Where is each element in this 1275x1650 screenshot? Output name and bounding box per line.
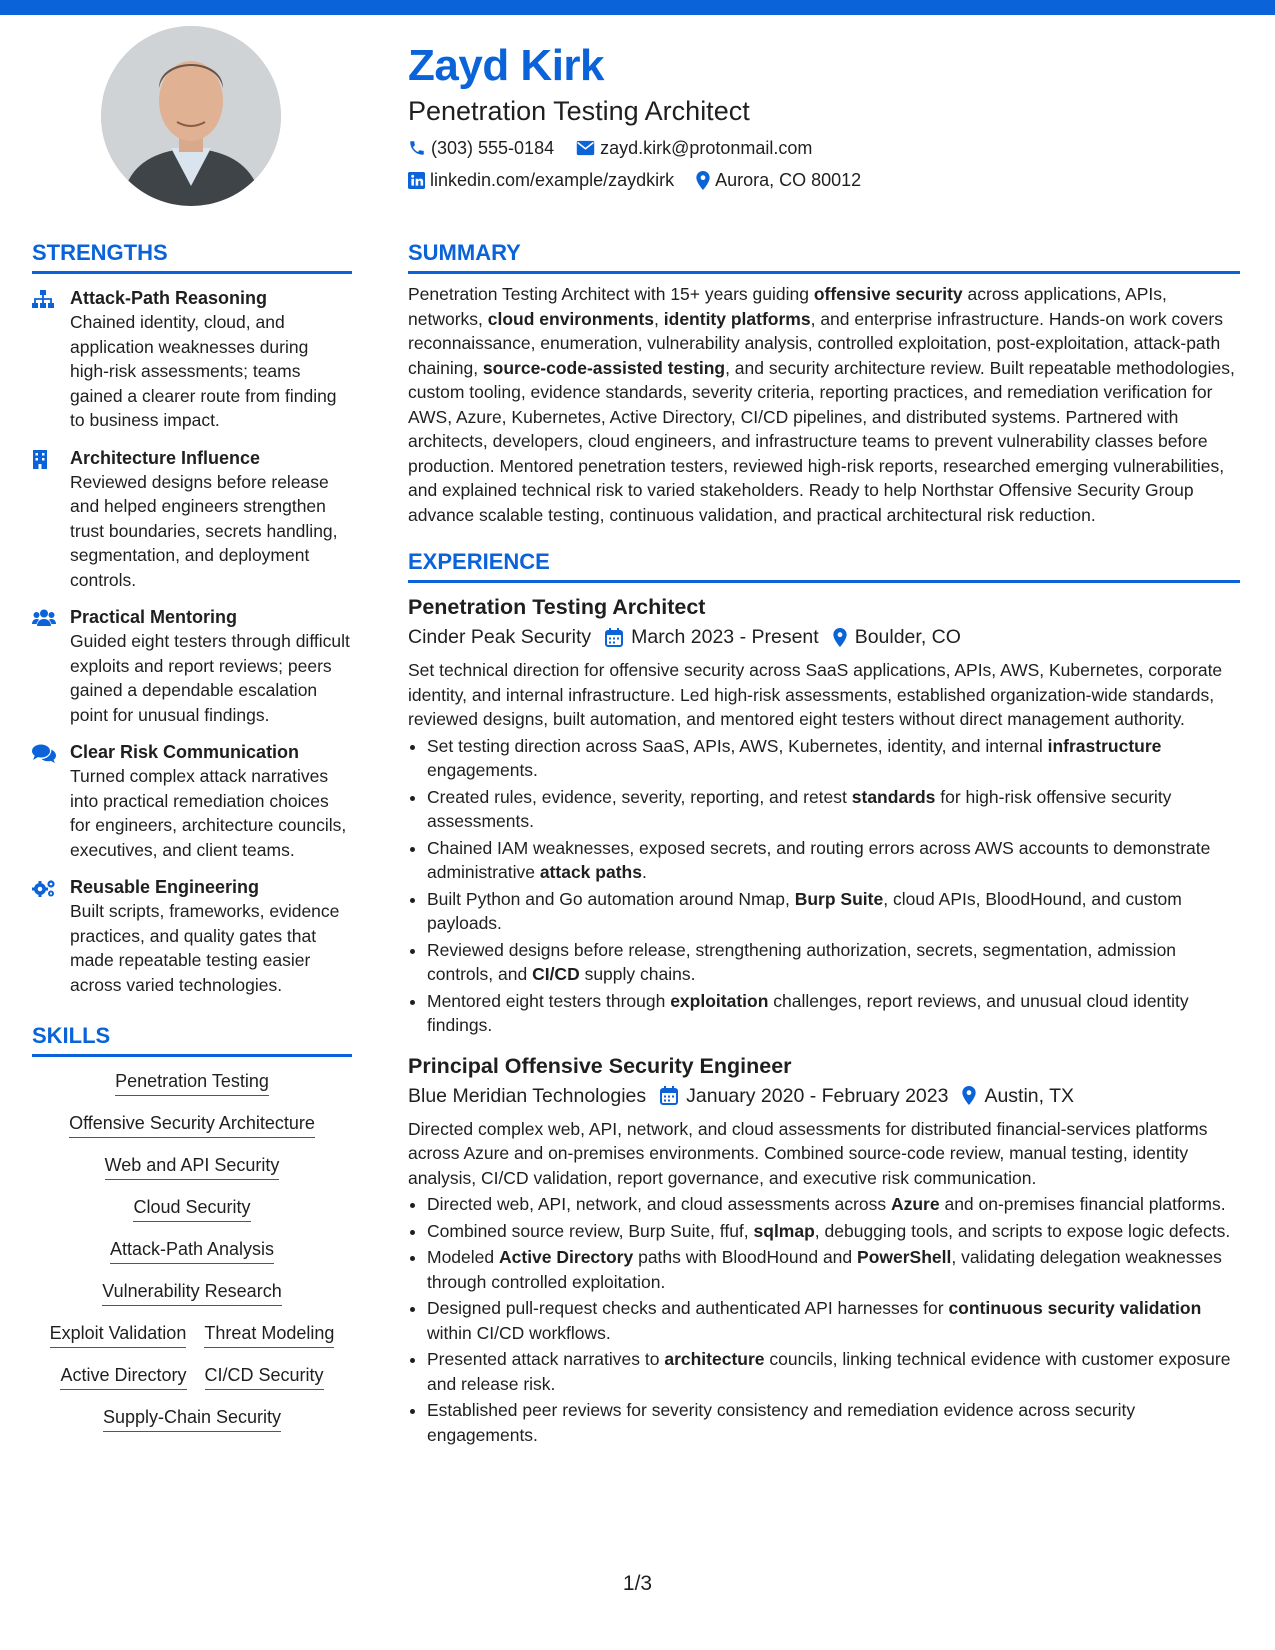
company-name: Cinder Peak Security bbox=[408, 626, 592, 648]
job-entry bbox=[408, 593, 1240, 1038]
section-rule bbox=[32, 1054, 352, 1057]
bold-keyword: standards bbox=[851, 786, 936, 807]
job-description: Directed complex web, API, network, and cloud assessments for distributed financial-services platforms across Azure and on-premises environments. Combined source-code review, manual testing, identity analysis, CI/CD validation, report governance, and executive risk communication. bbox=[408, 1118, 1208, 1188]
strength-title: Clear Risk Communication bbox=[70, 742, 300, 762]
job-location bbox=[833, 624, 961, 650]
strength-description: Reviewed designs before release and helped engineers strengthen trust boundaries, secrets handling, segmentation, and deployment controls. bbox=[70, 471, 338, 590]
candidate-name: Zayd Kirk bbox=[408, 41, 605, 90]
company-name: Blue Meridian Technologies bbox=[408, 1084, 647, 1107]
linkedin-url[interactable]: linkedin.com/example/zaydkirk bbox=[430, 170, 675, 190]
bold-keyword: source-code-assisted testing bbox=[482, 357, 726, 378]
strength-description: Chained identity, cloud, and application weaknesses during high-risk assessments; teams gained a clearer route from finding to business impact. bbox=[70, 312, 337, 430]
job-bullets bbox=[408, 734, 1240, 1038]
envelope-icon bbox=[576, 140, 595, 156]
job-bullet: • Set testing direction across SaaS, APIs, AWS, Kubernetes, identity, and internal infrastructure engagements. bbox=[427, 734, 1240, 783]
section-rule bbox=[408, 580, 1240, 583]
strength-description: Turned complex attack narratives into practical remediation choices for engineers, architecture councils, executives, and client teams. bbox=[70, 766, 347, 860]
experience-heading: EXPERIENCE bbox=[408, 549, 550, 574]
job-bullet: • Combined source review, Burp Suite, ffuf, sqlmap, debugging tools, and scripts to expose logic defects. bbox=[427, 1219, 1240, 1244]
job-entry bbox=[408, 1052, 1240, 1448]
strength-title: Architecture Influence bbox=[70, 447, 261, 468]
linkedin-item bbox=[408, 168, 674, 192]
skill-tag: Penetration Testing bbox=[115, 1069, 269, 1096]
email-item bbox=[576, 136, 812, 160]
linkedin-icon bbox=[408, 172, 425, 189]
job-title: Principal Offensive Security Engineer bbox=[408, 1053, 792, 1078]
strength-item bbox=[32, 605, 352, 727]
job-bullet: • Modeled Active Directory paths with BloodHound and PowerShell, validating delegation weaknesses through controlled exploitation. bbox=[427, 1245, 1240, 1294]
profile-photo bbox=[101, 26, 281, 206]
strength-item bbox=[32, 446, 352, 593]
strength-title: Practical Mentoring bbox=[70, 607, 238, 627]
strength-item bbox=[32, 875, 352, 997]
calendar-icon bbox=[605, 628, 623, 647]
job-meta bbox=[408, 1083, 1240, 1109]
candidate-title: Penetration Testing Architect bbox=[408, 96, 750, 126]
header bbox=[408, 40, 883, 192]
job-location bbox=[962, 1083, 1074, 1109]
skill-tag: Attack-Path Analysis bbox=[110, 1237, 274, 1264]
skill-tag: Offensive Security Architecture bbox=[69, 1111, 315, 1138]
bold-keyword: sqlmap bbox=[753, 1220, 815, 1241]
job-bullet: • Presented attack narratives to architecture councils, linking technical evidence with customer exposure and release risk. bbox=[427, 1347, 1240, 1396]
bold-keyword: continuous security validation bbox=[948, 1298, 1202, 1318]
job-description: Set technical direction for offensive security across SaaS applications, APIs, AWS, Kubernetes, corporate identity, and internal infrastructure. Led high-risk assessments, established organization-wide standards, reviewed designs, built automation, and mentored eight testers without direct management authority. bbox=[408, 660, 1223, 729]
cogs-icon bbox=[32, 879, 56, 898]
job-bullets bbox=[408, 1192, 1240, 1447]
bold-keyword: exploitation bbox=[670, 990, 769, 1011]
experience-section bbox=[408, 547, 1240, 1447]
strength-title: Attack-Path Reasoning bbox=[70, 288, 268, 308]
map-marker-icon bbox=[696, 171, 710, 190]
bold-keyword: identity platforms bbox=[663, 308, 811, 329]
summary-heading: SUMMARY bbox=[408, 240, 521, 265]
strengths-list bbox=[32, 286, 352, 997]
skill-tag: Vulnerability Research bbox=[102, 1279, 281, 1306]
bold-keyword: Azure bbox=[890, 1194, 940, 1214]
sitemap-icon bbox=[32, 290, 54, 308]
section-rule bbox=[408, 271, 1240, 274]
job-dates bbox=[660, 1083, 948, 1109]
job-location-text: Boulder, CO bbox=[854, 626, 961, 648]
job-bullet: • Mentored eight testers through exploitation challenges, report reviews, and unusual cloud identity findings. bbox=[427, 989, 1240, 1038]
job-meta bbox=[408, 624, 1240, 650]
strengths-heading: STRENGTHS bbox=[32, 240, 168, 265]
skill-tag: Web and API Security bbox=[105, 1153, 280, 1180]
job-bullet: • Designed pull-request checks and authenticated API harnesses for continuous security validation within CI/CD workflows. bbox=[427, 1296, 1240, 1345]
strength-description: Built scripts, frameworks, evidence practices, and quality gates that made repeatable testing easier across varied technologies. bbox=[70, 901, 340, 995]
accent-top-bar bbox=[0, 0, 1275, 15]
right-column bbox=[408, 238, 1240, 1449]
comments-icon bbox=[32, 744, 56, 763]
bold-keyword: CI/CD bbox=[532, 964, 580, 984]
map-marker-icon bbox=[833, 628, 847, 647]
job-dates-text: March 2023 - Present bbox=[631, 626, 819, 648]
job-bullet: • Created rules, evidence, severity, reporting, and retest standards for high-risk offensive security assessments. bbox=[427, 785, 1240, 834]
skill-tag: Exploit Validation bbox=[50, 1321, 187, 1348]
job-title: Penetration Testing Architect bbox=[408, 595, 706, 619]
summary-text: Penetration Testing Architect with 15+ years guiding offensive security across applications, APIs, networks, cloud environments, identity platforms, and enterprise infrastructure. Hands-on work covers reconnaissance, enumeration, vulnerability analysis, controlled exploitation, post-exploitation, attack-path chaining, source-code-assisted testing, and security architecture review. Built repeatable methodologies, custom tooling, evidence standards, severity criteria, reporting practices, and remediation verification for AWS, Azure, Kubernetes, Active Directory, CI/CD pipelines, and distributed systems. Partnered with architects, developers, cloud engineers, and infrastructure teams to prevent vulnerability classes before production. Mentored penetration testers, reviewed high-risk reports, researched emerging vulnerabilities, and explained technical risk to varied stakeholders. Ready to help Northstar Offensive Security Group advance scalable testing, continuous validation, and practical architectural risk reduction. bbox=[408, 284, 1235, 525]
skill-tag: CI/CD Security bbox=[205, 1363, 324, 1390]
bold-keyword: Burp Suite bbox=[794, 888, 884, 909]
job-bullet: • Directed web, API, network, and cloud assessments across Azure and on-premises financial platforms. bbox=[427, 1192, 1240, 1217]
contact-row-1 bbox=[408, 136, 883, 160]
skill-tag: Threat Modeling bbox=[204, 1321, 334, 1348]
phone-number[interactable]: (303) 555-0184 bbox=[431, 138, 555, 158]
contact-row-2 bbox=[408, 168, 883, 192]
company bbox=[408, 624, 591, 650]
job-bullet: • Built Python and Go automation around Nmap, Burp Suite, cloud APIs, BloodHound, and custom payloads. bbox=[427, 887, 1240, 936]
bold-keyword: infrastructure bbox=[1047, 735, 1162, 756]
bold-keyword: architecture bbox=[664, 1349, 765, 1369]
email-address[interactable]: zayd.kirk@protonmail.com bbox=[600, 138, 813, 158]
bold-keyword: offensive security bbox=[813, 284, 963, 304]
calendar-icon bbox=[660, 1086, 678, 1105]
strength-item bbox=[32, 286, 352, 433]
company bbox=[408, 1083, 646, 1109]
skill-tag: Cloud Security bbox=[133, 1195, 250, 1222]
strength-item bbox=[32, 740, 352, 862]
job-dates bbox=[605, 624, 819, 650]
building-icon bbox=[32, 450, 48, 469]
location-text: Aurora, CO 80012 bbox=[715, 170, 862, 190]
skill-tag: Active Directory bbox=[60, 1363, 186, 1390]
job-bullet: • Reviewed designs before release, strengthening authorization, secrets, segmentation, admission controls, and CI/CD supply chains. bbox=[427, 938, 1240, 987]
bold-keyword: attack paths bbox=[539, 862, 642, 882]
section-rule bbox=[32, 271, 352, 274]
strength-title: Reusable Engineering bbox=[70, 877, 260, 897]
job-bullet: • Chained IAM weaknesses, exposed secrets, and routing errors across AWS accounts to demonstrate administrative attack paths. bbox=[427, 836, 1240, 885]
bold-keyword: cloud environments bbox=[487, 308, 655, 329]
skill-tag: Supply-Chain Security bbox=[103, 1405, 281, 1432]
phone-item bbox=[408, 136, 554, 160]
bold-keyword: Active Directory bbox=[499, 1247, 634, 1267]
users-icon bbox=[32, 609, 56, 626]
page-number: 1/3 bbox=[622, 1572, 653, 1595]
skills-heading: SKILLS bbox=[32, 1023, 111, 1048]
strength-description: Guided eight testers through difficult exploits and report reviews; peers gained a dependable escalation point for unusual findings. bbox=[70, 631, 350, 725]
job-location-text: Austin, TX bbox=[984, 1084, 1075, 1107]
location-item bbox=[696, 168, 861, 192]
phone-icon bbox=[408, 139, 426, 157]
job-bullet: • Established peer reviews for severity consistency and remediation evidence across security engagements. bbox=[427, 1398, 1240, 1447]
job-dates-text: January 2020 - February 2023 bbox=[686, 1084, 949, 1107]
skills-list bbox=[32, 1069, 352, 1447]
map-marker-icon bbox=[962, 1086, 976, 1105]
bold-keyword: PowerShell bbox=[857, 1247, 952, 1267]
left-column bbox=[32, 238, 352, 1447]
